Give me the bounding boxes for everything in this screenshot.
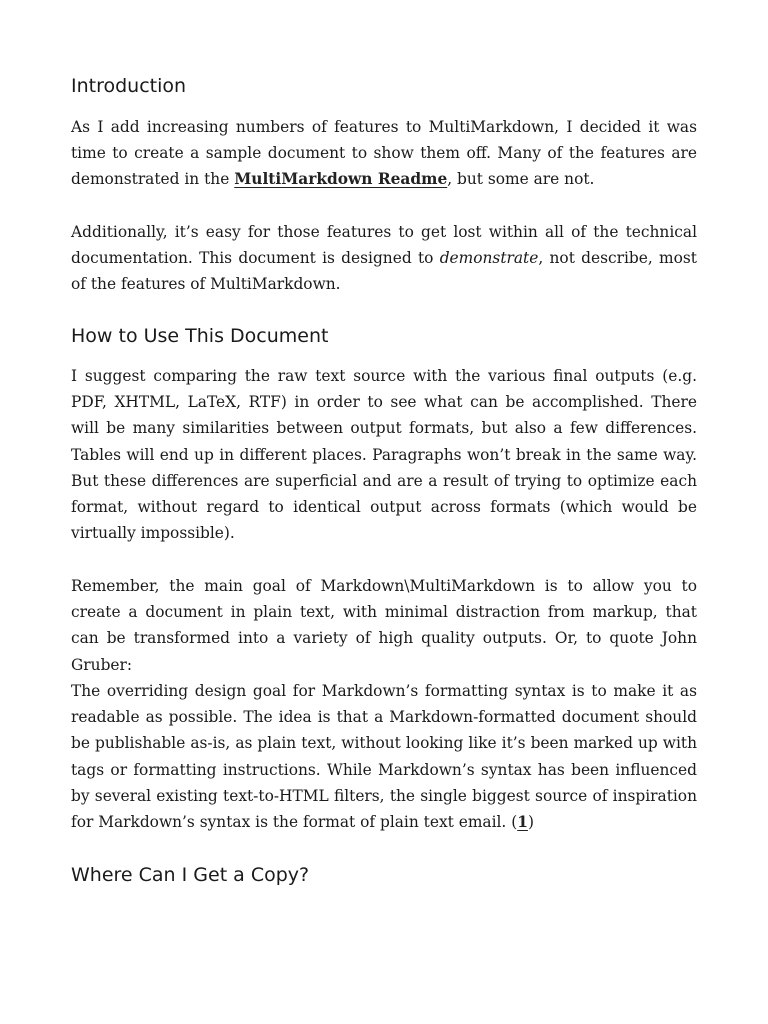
intro-paragraph-2: [71, 219, 697, 298]
footnote-link[interactable]: 1: [517, 813, 528, 832]
section-heading-introduction: Introduction: [71, 75, 187, 97]
section-heading-how-to-use: How to Use This Document: [71, 325, 329, 347]
emphasis-demonstrate: demonstrate: [439, 249, 539, 268]
section-heading-where-copy: Where Can I Get a Copy?: [71, 864, 310, 886]
quote-text: The overriding design goal for Markdown’s formatting syntax is to make it as readable as possible. The idea is that a Markdown-formatted document should be publishable as-is, as plain text, without looking like it’s been marked up with tags or formatting instructions. While Markdown’s syntax has been influenced by several existing text-to-HTML filters, the single biggest source of inspiration for Markdown’s syntax is the format of plain text email. (: [71, 682, 697, 832]
intro-p1-text-after: , but some are not.: [447, 170, 595, 189]
intro-p2-text-after: , not describe, most of the features of MultiMarkdown.: [71, 249, 697, 294]
intro-paragraph-1: [71, 114, 697, 193]
gruber-quote-paragraph: [71, 678, 697, 835]
intro-p2-text-before: Additionally, it’s easy for those features to get lost within all of the technical documentation. This document is designed to: [71, 223, 697, 268]
intro-p1-text-before: As I add increasing numbers of features to MultiMarkdown, I decided it was time to create a sample document to show them off. Many of the features are demonstrated in the: [71, 118, 697, 189]
quote-close-paren: ): [527, 813, 534, 832]
multimarkdown-readme-link[interactable]: MultiMarkdown Readme: [234, 170, 448, 189]
how-to-use-paragraph-2: Remember, the main goal of Markdown\MultiMarkdown is to allow you to create a document in plain text, with minimal distraction from markup, that can be transformed into a variety of high quality outputs. Or, to quote John Gruber:: [71, 577, 697, 674]
how-to-use-paragraph-1: I suggest comparing the raw text source with the various final outputs (e.g. PDF, XHTML, LaTeX, RTF) in order to see what can be accomplished. There will be many similarities between output formats, but also a few differences. Tables will end up in different places. Paragraphs won’t break in the same way. But these differences are superficial and are a result of trying to optimize each format, without regard to identical output across formats (which would be virtually impossible).: [71, 367, 697, 543]
